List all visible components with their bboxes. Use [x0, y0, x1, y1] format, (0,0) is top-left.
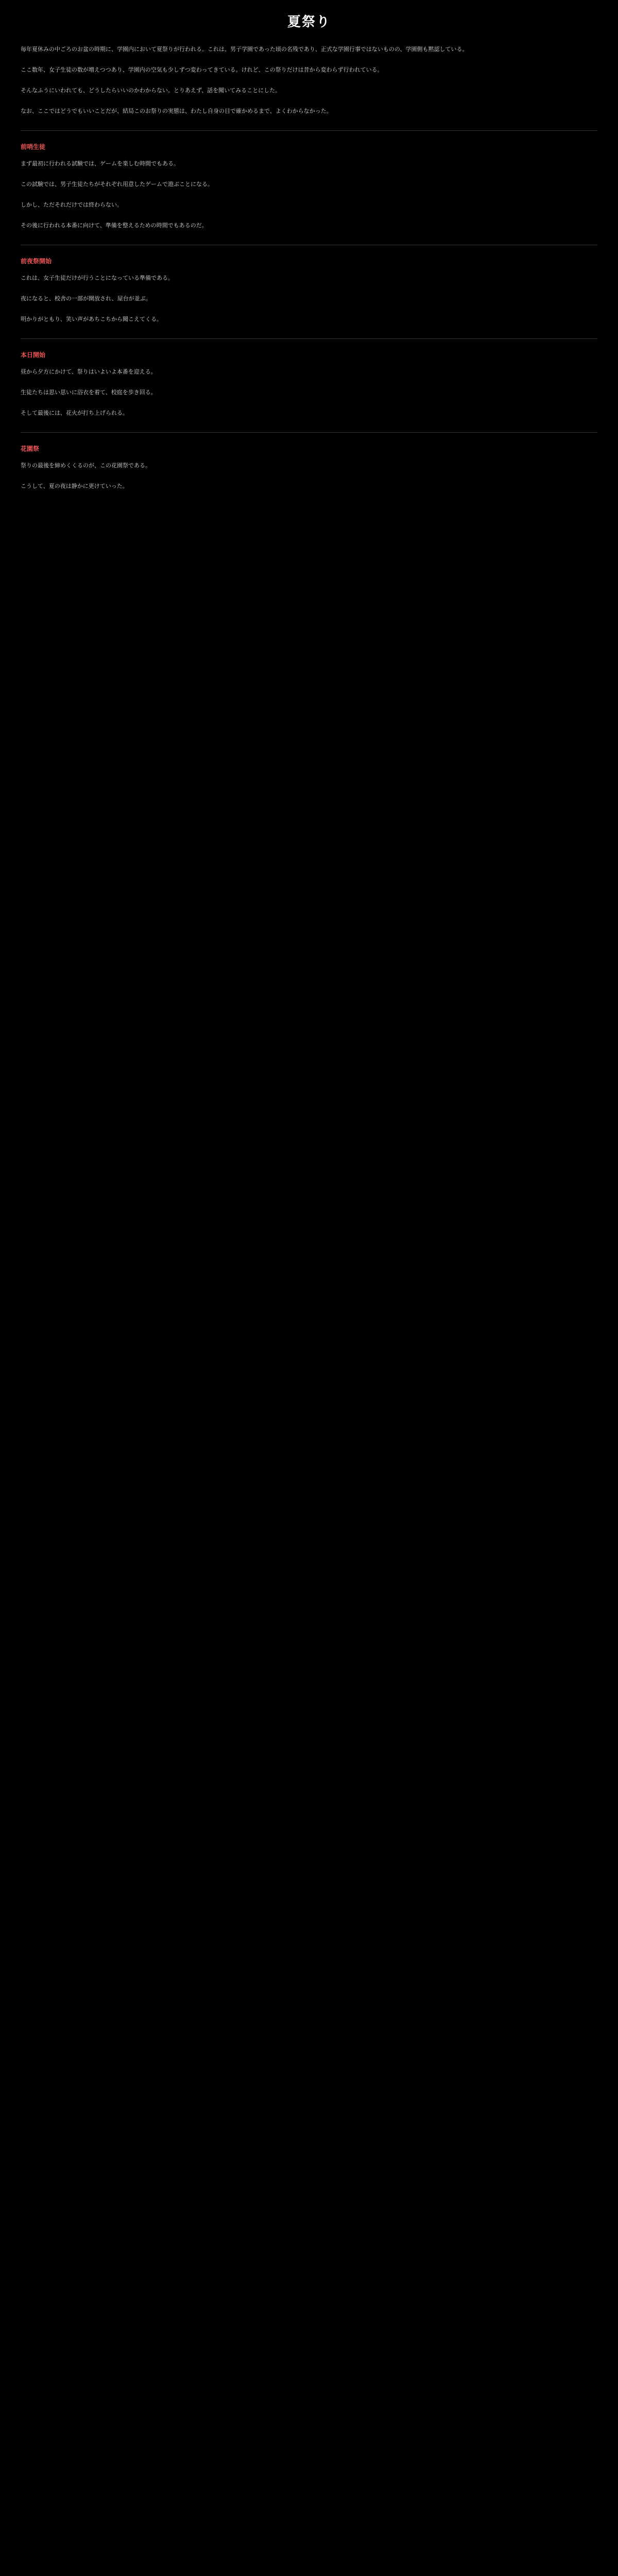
- section-title: 前夜祭開始: [21, 258, 52, 265]
- section-paragraph: こうして、夏の夜は静かに更けていった。: [21, 483, 128, 489]
- section-4: [21, 444, 597, 492]
- section-paragraph: この試験では、男子生徒たちがそれぞれ用意したゲームで遊ぶことになる。: [21, 181, 213, 188]
- section-paragraph: しかし、ただそれだけでは終わらない。: [21, 201, 123, 208]
- section-divider: [21, 338, 597, 339]
- section-paragraph: 生徒たちは思い思いに浴衣を着て、校庭を歩き回る。: [21, 389, 157, 396]
- section-title: 花園祭: [21, 445, 40, 452]
- section-paragraph: 昼から夕方にかけて、祭りはいよいよ本番を迎える。: [21, 368, 157, 375]
- section-title: 本日開始: [21, 351, 46, 359]
- intro-paragraph: 毎年夏休みの中ごろのお盆の時期に、学園内において夏祭りが行われる。これは、男子学園であった頃の名残であり、正式な学園行事ではないものの、学園側も黙認している。: [21, 46, 468, 53]
- intro-paragraph: ここ数年、女子生徒の数が増えつつあり、学園内の空気も少しずつ変わってきている。けれど、この祭りだけは昔から変わらず行われている。: [21, 66, 383, 73]
- section-paragraph: これは、女子生徒だけが行うことになっている準備である。: [21, 275, 174, 281]
- section-divider: [21, 432, 597, 433]
- document-page: [21, 0, 597, 492]
- page-title: 夏祭り: [287, 14, 331, 30]
- section-paragraph: まず最初に行われる試験では、ゲームを楽しむ時間でもある。: [21, 160, 179, 167]
- section-3: [21, 350, 597, 419]
- section-2: [21, 257, 597, 325]
- section-paragraph: その後に行われる本番に向けて、準備を整えるための時間でもあるのだ。: [21, 222, 208, 229]
- intro-paragraph: なお、ここではどうでもいいことだが、結局このお祭りの実態は、わたし自身の目で確かめるまで、よくわからなかった。: [21, 108, 332, 114]
- intro-section: [21, 44, 597, 117]
- section-paragraph: 明かりがともり、笑い声があちこちから聞こえてくる。: [21, 316, 162, 323]
- section-divider: [21, 130, 597, 131]
- section-paragraph: 夜になると、校舎の一部が開放され、屋台が並ぶ。: [21, 295, 151, 302]
- section-1: [21, 142, 597, 231]
- section-title: 前哨生徒: [21, 143, 46, 150]
- intro-paragraph: そんなふうにいわれても、どうしたらいいのかわからない。とりあえず、話を聞いてみることにした。: [21, 87, 281, 94]
- section-paragraph: 祭りの最後を締めくくるのが、この花園祭である。: [21, 462, 151, 469]
- section-paragraph: そして最後には、花火が打ち上げられる。: [21, 410, 128, 416]
